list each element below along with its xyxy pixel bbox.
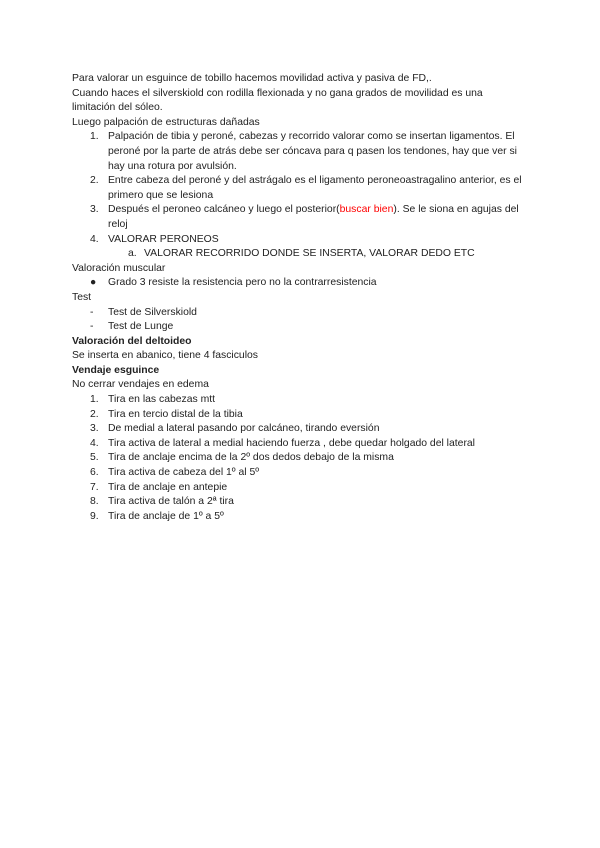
list-item-text <box>108 204 519 230</box>
list-item <box>72 306 528 321</box>
vendaje-steps-list <box>72 393 528 524</box>
sub-list-marker: a. <box>128 248 137 260</box>
deltoideo-heading: Valoración del deltoideo <box>72 335 192 347</box>
intro-line-3: Luego palpación de estructuras dañadas <box>72 116 260 128</box>
list-item-text: Entre cabeza del peroné y del astrágalo es el ligamento peroneoastragalino anterior, es el primero que se lesiona <box>108 175 522 201</box>
list-item <box>72 320 528 335</box>
intro-line-1: Para valorar un esguince de tobillo hacemos movilidad activa y pasiva de FD,. <box>72 73 432 84</box>
list-marker: 6. <box>90 467 99 479</box>
test-heading: Test <box>72 291 92 303</box>
list-item <box>72 276 528 291</box>
list-marker: 8. <box>90 496 99 508</box>
dash-marker: - <box>90 306 94 318</box>
sub-list-item-text: VALORAR RECORRIDO DONDE SE INSERTA, VALORAR DEDO ETC <box>144 248 475 260</box>
list-item <box>72 495 528 510</box>
list-marker: 7. <box>90 481 99 493</box>
list-item-text: Tira en las cabezas mtt <box>108 394 216 406</box>
list-item <box>72 437 528 452</box>
list-item-text-after: ). Se le siona en agujas del reloj <box>108 204 519 230</box>
highlight-text: buscar bien <box>339 204 394 216</box>
list-item-text: Tira activa de talón a 2ª tira <box>108 496 234 508</box>
sub-list-item <box>72 247 528 262</box>
list-item-text: Test de Silverskiold <box>108 306 197 318</box>
deltoideo-text: Se inserta en abanico, tiene 4 fasciculos <box>72 350 258 362</box>
intro-line-2: Cuando haces el silverskiold con rodilla flexionada y no gana grados de movilidad es una limitación del sóleo. <box>72 87 483 114</box>
document-page <box>72 72 528 524</box>
list-item-text: Tira de anclaje de 1º a 5º <box>108 510 224 522</box>
list-item <box>72 130 528 174</box>
list-item <box>72 393 528 408</box>
list-item <box>72 422 528 437</box>
list-item <box>72 451 528 466</box>
list-item-text: Tira de anclaje en antepie <box>108 481 228 493</box>
list-item-text: Palpación de tibia y peroné, cabezas y recorrido valorar como se insertan ligamentos. El peroné por la parte de atrás debe ser cóncava para q pasen los tendones, hay que ver si hay una rotura por avulsión. <box>108 131 517 172</box>
list-item <box>72 174 528 203</box>
list-item-text: Tira activa de cabeza del 1º al 5º <box>108 467 260 479</box>
bullet-marker: ● <box>90 277 97 289</box>
list-marker: 5. <box>90 452 99 464</box>
list-item <box>72 466 528 481</box>
list-item-text: Grado 3 resiste la resistencia pero no la contrarresistencia <box>108 277 377 289</box>
list-item-text: De medial a lateral pasando por calcáneo, tirando eversión <box>108 423 380 435</box>
list-marker: 2. <box>90 175 99 187</box>
list-marker: 4. <box>90 233 99 245</box>
list-marker: 3. <box>90 423 99 435</box>
list-item <box>72 481 528 496</box>
list-item-text-before: Después el peroneo calcáneo y luego el posterior( <box>108 204 340 216</box>
test-list <box>72 306 528 335</box>
list-item-text: Tira de anclaje encima de la 2º dos dedos debajo de la misma <box>108 452 394 464</box>
list-item-text: Tira activa de lateral a medial haciendo fuerza , debe quedar holgado del lateral <box>108 437 475 449</box>
dash-marker: - <box>90 321 94 333</box>
vendaje-note: No cerrar vendajes en edema <box>72 379 209 391</box>
muscular-heading: Valoración muscular <box>72 262 166 274</box>
list-item <box>72 233 528 248</box>
list-marker: 4. <box>90 437 99 449</box>
list-marker: 3. <box>90 204 99 216</box>
list-item-text: Test de Lunge <box>108 321 174 333</box>
palpation-list <box>72 130 528 261</box>
list-item <box>72 203 528 232</box>
list-item-text: Tira en tercio distal de la tibia <box>108 408 243 420</box>
list-marker: 9. <box>90 510 99 522</box>
muscular-list <box>72 276 528 291</box>
vendaje-heading: Vendaje esguince <box>72 364 160 376</box>
list-marker: 1. <box>90 131 99 143</box>
list-item <box>72 510 528 525</box>
list-item-text: VALORAR PERONEOS <box>108 233 219 245</box>
list-marker: 2. <box>90 408 99 420</box>
list-marker: 1. <box>90 394 99 406</box>
list-item <box>72 408 528 423</box>
